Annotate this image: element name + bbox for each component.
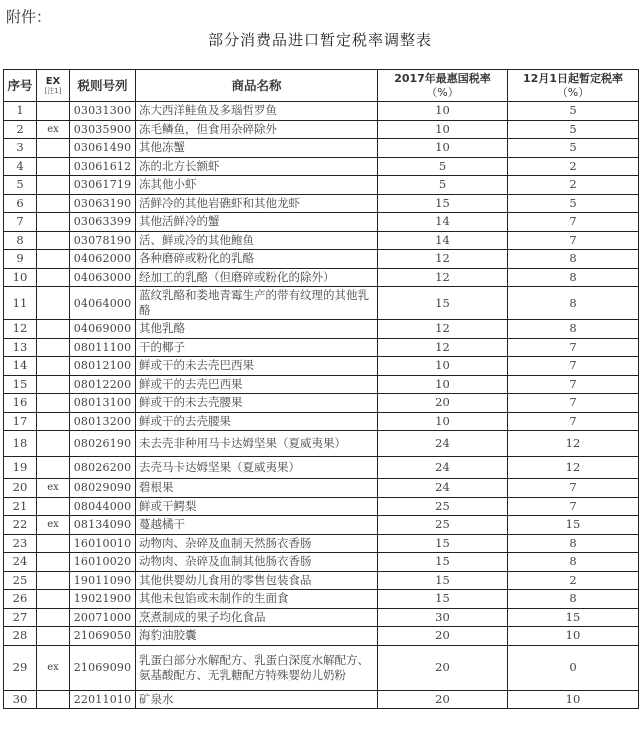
row-ex-flag xyxy=(37,394,70,413)
header-mfn-rate xyxy=(378,70,508,102)
row-product-name: 其他乳酪 xyxy=(136,320,378,339)
row-product-name: 冻的北方长额虾 xyxy=(136,157,378,176)
table-row xyxy=(4,320,639,339)
row-ex-flag xyxy=(37,157,70,176)
row-mfn-rate: 15 xyxy=(378,287,508,320)
row-mfn-rate: 5 xyxy=(378,176,508,195)
row-tariff-code: 20071000 xyxy=(70,608,136,627)
row-ex-flag: ex xyxy=(37,120,70,139)
row-mfn-rate: 14 xyxy=(378,231,508,250)
row-mfn-rate: 24 xyxy=(378,431,508,457)
row-index: 19 xyxy=(4,457,37,479)
row-provisional-rate: 5 xyxy=(508,102,639,121)
row-mfn-rate: 30 xyxy=(378,608,508,627)
table-row xyxy=(4,176,639,195)
row-product-name: 鲜或干的去壳腰果 xyxy=(136,412,378,431)
row-provisional-rate: 15 xyxy=(508,516,639,535)
row-tariff-code: 03061612 xyxy=(70,157,136,176)
header-provisional-rate-unit: （%） xyxy=(556,85,590,99)
row-tariff-code: 16010020 xyxy=(70,553,136,572)
header-index: 序号 xyxy=(4,70,37,102)
row-product-name: 其他未包馅或未制作的生面食 xyxy=(136,590,378,609)
row-product-name: 其他冻蟹 xyxy=(136,139,378,158)
row-provisional-rate: 7 xyxy=(508,357,639,376)
row-index: 5 xyxy=(4,176,37,195)
row-tariff-code: 08134090 xyxy=(70,516,136,535)
table-row xyxy=(4,645,639,690)
row-tariff-code: 08011100 xyxy=(70,338,136,357)
row-product-name: 蓝纹乳酪和娄地青霉生产的带有纹理的其他乳酪 xyxy=(136,287,378,320)
table-row xyxy=(4,497,639,516)
row-provisional-rate: 8 xyxy=(508,268,639,287)
header-tariff-code: 税则号列 xyxy=(70,70,136,102)
row-provisional-rate: 7 xyxy=(508,338,639,357)
row-provisional-rate: 7 xyxy=(508,412,639,431)
table-row xyxy=(4,690,639,709)
row-index: 15 xyxy=(4,375,37,394)
row-provisional-rate: 12 xyxy=(508,457,639,479)
row-mfn-rate: 14 xyxy=(378,213,508,232)
row-provisional-rate: 10 xyxy=(508,627,639,646)
row-product-name: 鲜或干的去壳巴西果 xyxy=(136,375,378,394)
row-index: 18 xyxy=(4,431,37,457)
row-ex-flag xyxy=(37,534,70,553)
header-product-name: 商品名称 xyxy=(136,70,378,102)
row-index: 21 xyxy=(4,497,37,516)
row-product-name: 干的椰子 xyxy=(136,338,378,357)
row-index: 14 xyxy=(4,357,37,376)
row-ex-flag xyxy=(37,231,70,250)
row-product-name: 活、鲜或冷的其他鲍鱼 xyxy=(136,231,378,250)
row-mfn-rate: 15 xyxy=(378,553,508,572)
row-provisional-rate: 15 xyxy=(508,608,639,627)
row-ex-flag xyxy=(37,431,70,457)
row-index: 10 xyxy=(4,268,37,287)
row-mfn-rate: 10 xyxy=(378,412,508,431)
row-provisional-rate: 8 xyxy=(508,590,639,609)
row-ex-flag: ex xyxy=(37,516,70,535)
table-row xyxy=(4,608,639,627)
header-provisional-rate-label: 12月1日起暂定税率 xyxy=(523,71,623,85)
row-index: 25 xyxy=(4,571,37,590)
row-index: 23 xyxy=(4,534,37,553)
row-product-name: 冻大西洋鲑鱼及多瑙哲罗鱼 xyxy=(136,102,378,121)
row-mfn-rate: 10 xyxy=(378,357,508,376)
table-row xyxy=(4,516,639,535)
row-mfn-rate: 10 xyxy=(378,102,508,121)
row-product-name: 动物肉、杂碎及血制天然肠衣香肠 xyxy=(136,534,378,553)
row-mfn-rate: 15 xyxy=(378,590,508,609)
row-provisional-rate: 2 xyxy=(508,176,639,195)
row-provisional-rate: 0 xyxy=(508,645,639,690)
row-mfn-rate: 25 xyxy=(378,516,508,535)
row-product-name: 鲜或干的未去壳巴西果 xyxy=(136,357,378,376)
row-provisional-rate: 5 xyxy=(508,120,639,139)
row-provisional-rate: 7 xyxy=(508,375,639,394)
table-row xyxy=(4,268,639,287)
row-tariff-code: 03063399 xyxy=(70,213,136,232)
row-ex-flag xyxy=(37,627,70,646)
row-mfn-rate: 10 xyxy=(378,375,508,394)
header-mfn-rate-unit: （%） xyxy=(426,85,459,99)
row-product-name: 未去壳非种用马卡达姆坚果（夏威夷果） xyxy=(136,431,378,457)
row-index: 27 xyxy=(4,608,37,627)
row-product-name: 蔓越橘干 xyxy=(136,516,378,535)
row-ex-flag xyxy=(37,213,70,232)
row-mfn-rate: 12 xyxy=(378,250,508,269)
row-index: 20 xyxy=(4,479,37,498)
row-product-name: 冻其他小虾 xyxy=(136,176,378,195)
row-provisional-rate: 7 xyxy=(508,497,639,516)
row-ex-flag xyxy=(37,690,70,709)
table-row xyxy=(4,394,639,413)
table-row xyxy=(4,194,639,213)
table-row xyxy=(4,375,639,394)
row-provisional-rate: 5 xyxy=(508,194,639,213)
row-product-name: 活鲜冷的其他岩礁虾和其他龙虾 xyxy=(136,194,378,213)
row-index: 28 xyxy=(4,627,37,646)
row-tariff-code: 19011090 xyxy=(70,571,136,590)
row-mfn-rate: 25 xyxy=(378,497,508,516)
row-ex-flag xyxy=(37,139,70,158)
header-ex-note: [注1] xyxy=(44,87,62,95)
row-mfn-rate: 15 xyxy=(378,534,508,553)
row-tariff-code: 08013200 xyxy=(70,412,136,431)
row-ex-flag xyxy=(37,553,70,572)
row-tariff-code: 04062000 xyxy=(70,250,136,269)
row-mfn-rate: 20 xyxy=(378,690,508,709)
row-tariff-code: 22011010 xyxy=(70,690,136,709)
row-ex-flag xyxy=(37,357,70,376)
table-row xyxy=(4,287,639,320)
row-product-name: 经加工的乳酪（但磨碎或粉化的除外） xyxy=(136,268,378,287)
row-index: 13 xyxy=(4,338,37,357)
row-product-name: 动物肉、杂碎及血制其他肠衣香肠 xyxy=(136,553,378,572)
row-tariff-code: 03035900 xyxy=(70,120,136,139)
row-provisional-rate: 7 xyxy=(508,394,639,413)
row-index: 22 xyxy=(4,516,37,535)
row-tariff-code: 03061719 xyxy=(70,176,136,195)
table-row xyxy=(4,479,639,498)
row-product-name: 去壳马卡达姆坚果（夏威夷果） xyxy=(136,457,378,479)
row-tariff-code: 08026200 xyxy=(70,457,136,479)
table-row xyxy=(4,120,639,139)
row-mfn-rate: 24 xyxy=(378,457,508,479)
row-product-name: 其他活鲜冷的蟹 xyxy=(136,213,378,232)
row-ex-flag xyxy=(37,608,70,627)
row-tariff-code: 03063190 xyxy=(70,194,136,213)
row-provisional-rate: 7 xyxy=(508,479,639,498)
row-mfn-rate: 12 xyxy=(378,338,508,357)
row-index: 6 xyxy=(4,194,37,213)
row-index: 24 xyxy=(4,553,37,572)
table-row xyxy=(4,553,639,572)
table-row xyxy=(4,213,639,232)
table-row xyxy=(4,250,639,269)
row-index: 26 xyxy=(4,590,37,609)
table-row xyxy=(4,139,639,158)
row-mfn-rate: 10 xyxy=(378,120,508,139)
tariff-table xyxy=(3,69,639,709)
table-row xyxy=(4,102,639,121)
row-index: 12 xyxy=(4,320,37,339)
row-tariff-code: 08013100 xyxy=(70,394,136,413)
row-tariff-code: 21069050 xyxy=(70,627,136,646)
row-index: 11 xyxy=(4,287,37,320)
row-provisional-rate: 8 xyxy=(508,287,639,320)
row-provisional-rate: 7 xyxy=(508,231,639,250)
row-provisional-rate: 8 xyxy=(508,250,639,269)
row-ex-flag xyxy=(37,497,70,516)
row-provisional-rate: 8 xyxy=(508,534,639,553)
row-product-name: 乳蛋白部分水解配方、乳蛋白深度水解配方、氨基酸配方、无乳糖配方特殊婴幼儿奶粉 xyxy=(136,645,378,690)
table-row xyxy=(4,431,639,457)
row-tariff-code: 04064000 xyxy=(70,287,136,320)
row-ex-flag xyxy=(37,268,70,287)
row-index: 30 xyxy=(4,690,37,709)
row-product-name: 各种磨碎或粉化的乳酪 xyxy=(136,250,378,269)
table-row xyxy=(4,627,639,646)
row-provisional-rate: 5 xyxy=(508,139,639,158)
row-mfn-rate: 15 xyxy=(378,571,508,590)
table-row xyxy=(4,338,639,357)
row-ex-flag xyxy=(37,571,70,590)
table-header-row xyxy=(4,70,639,102)
row-tariff-code: 03031300 xyxy=(70,102,136,121)
table-row xyxy=(4,231,639,250)
row-ex-flag xyxy=(37,457,70,479)
row-index: 4 xyxy=(4,157,37,176)
row-index: 3 xyxy=(4,139,37,158)
row-provisional-rate: 8 xyxy=(508,553,639,572)
row-tariff-code: 21069090 xyxy=(70,645,136,690)
row-mfn-rate: 20 xyxy=(378,627,508,646)
row-provisional-rate: 7 xyxy=(508,213,639,232)
row-provisional-rate: 8 xyxy=(508,320,639,339)
row-index: 16 xyxy=(4,394,37,413)
header-ex-label: EX xyxy=(45,76,61,87)
row-mfn-rate: 20 xyxy=(378,394,508,413)
header-provisional-rate xyxy=(508,70,639,102)
table-row xyxy=(4,571,639,590)
header-ex xyxy=(37,70,70,102)
row-index: 29 xyxy=(4,645,37,690)
row-ex-flag xyxy=(37,412,70,431)
table-row xyxy=(4,457,639,479)
header-mfn-rate-label: 2017年最惠国税率 xyxy=(394,71,491,85)
row-index: 8 xyxy=(4,231,37,250)
row-ex-flag xyxy=(37,590,70,609)
row-index: 1 xyxy=(4,102,37,121)
attachment-label: 附件： xyxy=(6,8,52,26)
row-provisional-rate: 12 xyxy=(508,431,639,457)
row-index: 7 xyxy=(4,213,37,232)
row-mfn-rate: 12 xyxy=(378,320,508,339)
table-row xyxy=(4,590,639,609)
row-mfn-rate: 20 xyxy=(378,645,508,690)
row-product-name: 烹煮制成的果子均化食品 xyxy=(136,608,378,627)
row-ex-flag xyxy=(37,176,70,195)
row-ex-flag xyxy=(37,338,70,357)
row-ex-flag xyxy=(37,287,70,320)
table-body xyxy=(4,102,639,709)
row-tariff-code: 08044000 xyxy=(70,497,136,516)
row-product-name: 矿泉水 xyxy=(136,690,378,709)
row-ex-flag xyxy=(37,102,70,121)
row-tariff-code: 04063000 xyxy=(70,268,136,287)
row-mfn-rate: 15 xyxy=(378,194,508,213)
row-ex-flag xyxy=(37,320,70,339)
row-tariff-code: 08012200 xyxy=(70,375,136,394)
row-product-name: 海豹油胶囊 xyxy=(136,627,378,646)
row-mfn-rate: 10 xyxy=(378,139,508,158)
row-product-name: 碧根果 xyxy=(136,479,378,498)
row-tariff-code: 16010010 xyxy=(70,534,136,553)
document-title: 部分消费品进口暂定税率调整表 xyxy=(207,31,432,49)
row-provisional-rate: 10 xyxy=(508,690,639,709)
row-ex-flag: ex xyxy=(37,479,70,498)
row-tariff-code: 19021900 xyxy=(70,590,136,609)
row-provisional-rate: 2 xyxy=(508,571,639,590)
table-row xyxy=(4,412,639,431)
table-row xyxy=(4,357,639,376)
row-mfn-rate: 5 xyxy=(378,157,508,176)
row-tariff-code: 08029090 xyxy=(70,479,136,498)
row-index: 9 xyxy=(4,250,37,269)
row-index: 2 xyxy=(4,120,37,139)
row-tariff-code: 04069000 xyxy=(70,320,136,339)
row-product-name: 冻毛鳞鱼，但食用杂碎除外 xyxy=(136,120,378,139)
row-ex-flag xyxy=(37,194,70,213)
row-product-name: 鲜或干鳄梨 xyxy=(136,497,378,516)
row-tariff-code: 03061490 xyxy=(70,139,136,158)
table-row xyxy=(4,534,639,553)
row-tariff-code: 08012100 xyxy=(70,357,136,376)
row-product-name: 鲜或干的未去壳腰果 xyxy=(136,394,378,413)
row-ex-flag xyxy=(37,250,70,269)
table-row xyxy=(4,157,639,176)
row-product-name: 其他供婴幼儿食用的零售包装食品 xyxy=(136,571,378,590)
row-ex-flag xyxy=(37,375,70,394)
row-provisional-rate: 2 xyxy=(508,157,639,176)
row-tariff-code: 03078190 xyxy=(70,231,136,250)
row-mfn-rate: 12 xyxy=(378,268,508,287)
row-ex-flag: ex xyxy=(37,645,70,690)
row-mfn-rate: 24 xyxy=(378,479,508,498)
row-tariff-code: 08026190 xyxy=(70,431,136,457)
row-index: 17 xyxy=(4,412,37,431)
